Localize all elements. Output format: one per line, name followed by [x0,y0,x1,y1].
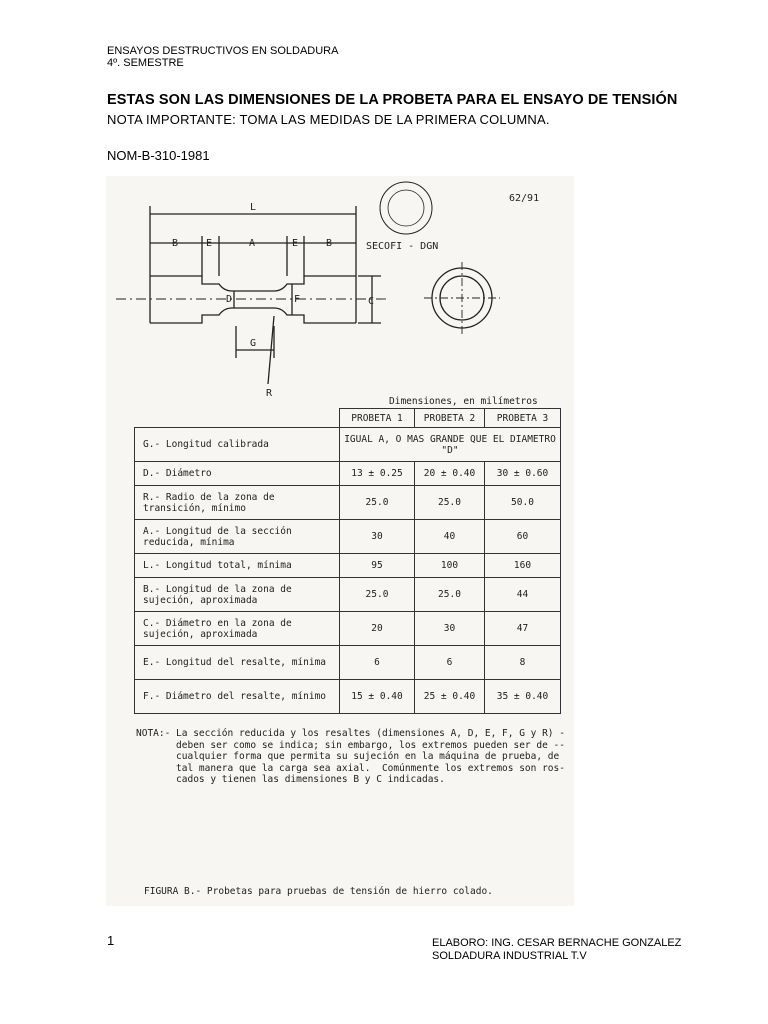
cell-probeta-2: 20 ± 0.40 [415,462,485,486]
table-row [135,578,561,612]
row-span-value: IGUAL A, O MAS GRANDE QUE EL DIAMETRO "D" [340,428,561,462]
important-note: NOTA IMPORTANTE: TOMA LAS MEDIDAS DE LA PRIMERA COLUMNA. [107,112,550,127]
row-label: B.- Longitud de la zona de sujeción, aproximada [135,578,340,612]
row-label: L.- Longitud total, mínima [135,554,340,578]
page-number: 1 [107,933,115,948]
header-subject: ENSAYOS DESTRUCTIVOS EN SOLDADURA [107,45,339,57]
cell-probeta-2: 100 [415,554,485,578]
cell-probeta-3: 60 [485,520,561,554]
cell-probeta-2: 25 ± 0.40 [415,680,485,714]
label-G: G [250,338,257,349]
table-row [135,428,561,462]
table-row [135,646,561,680]
table-row [135,680,561,714]
label-L: L [250,202,257,213]
cell-probeta-3: 47 [485,612,561,646]
specimen-drawing [106,176,574,406]
dimensions-caption: Dimensiones, en milímetros [389,396,538,407]
cell-probeta-2: 40 [415,520,485,554]
table-row [135,462,561,486]
row-label: G.- Longitud calibrada [135,428,340,462]
cell-probeta-2: 25.0 [415,486,485,520]
norm-reference: NOM-B-310-1981 [107,148,210,163]
label-D: D [226,294,233,305]
header-probeta-2: PROBETA 2 [415,409,485,428]
secofi-stamp-text: SECOFI - DGN [366,241,439,252]
header-semester: 4º. SEMESTRE [107,57,184,69]
row-label: C.- Diámetro en la zona de sujeción, aproximada [135,612,340,646]
cell-probeta-3: 8 [485,646,561,680]
cell-probeta-3: 160 [485,554,561,578]
label-B-right: B [326,238,333,249]
label-F: F [294,294,301,305]
row-label: A.- Longitud de la sección reducida, mínima [135,520,340,554]
cell-probeta-2: 25.0 [415,578,485,612]
table-row [135,554,561,578]
row-label: F.- Diámetro del resalte, mínimo [135,680,340,714]
footer-author: ELABORO: ING. CESAR BERNACHE GONZALEZ [432,937,682,949]
cell-probeta-3: 50.0 [485,486,561,520]
cell-probeta-1: 30 [340,520,415,554]
label-B-left: B [172,238,179,249]
cell-probeta-1: 95 [340,554,415,578]
label-R: R [266,388,273,399]
label-C: C [368,296,375,307]
row-label: E.- Longitud del resalte, mínima [135,646,340,680]
label-E-right: E [292,238,299,249]
footer-course: SOLDADURA INDUSTRIAL T.V [432,950,587,962]
table-row [135,520,561,554]
cell-probeta-1: 15 ± 0.40 [340,680,415,714]
row-label: R.- Radio de la zona de transición, mínimo [135,486,340,520]
label-E-left: E [206,238,213,249]
header-probeta-3: PROBETA 3 [485,409,561,428]
cell-probeta-2: 30 [415,612,485,646]
scanned-figure [106,176,574,906]
cell-probeta-3: 44 [485,578,561,612]
table-row [135,486,561,520]
table-header-row [135,409,561,428]
cell-probeta-2: 6 [415,646,485,680]
label-A: A [249,238,256,249]
dimensions-table [134,408,561,714]
cell-probeta-1: 13 ± 0.25 [340,462,415,486]
header-probeta-1: PROBETA 1 [340,409,415,428]
figure-caption: FIGURA B.- Probetas para pruebas de tensión de hierro colado. [144,886,493,897]
cell-probeta-3: 35 ± 0.40 [485,680,561,714]
row-label: D.- Diámetro [135,462,340,486]
figure-note: NOTA:- La sección reducida y los resaltes (dimensiones A, D, E, F, G y R) - deben ser como se indica; sin embargo, los extremos pueden ser de -- cualquier forma que permita su sujeción en la máquina de prueba, de tal manera que la carga sea axial. Comúnmente los extremos son ros- cados y tienen las dimensiones B y C indicadas. [136,728,565,786]
cell-probeta-1: 25.0 [340,578,415,612]
cell-probeta-1: 6 [340,646,415,680]
cell-probeta-1: 25.0 [340,486,415,520]
table-row [135,612,561,646]
page-title: ESTAS SON LAS DIMENSIONES DE LA PROBETA PARA EL ENSAYO DE TENSIÓN [107,92,678,108]
figure-code: 62/91 [509,193,540,204]
cell-probeta-1: 20 [340,612,415,646]
cell-probeta-3: 30 ± 0.60 [485,462,561,486]
